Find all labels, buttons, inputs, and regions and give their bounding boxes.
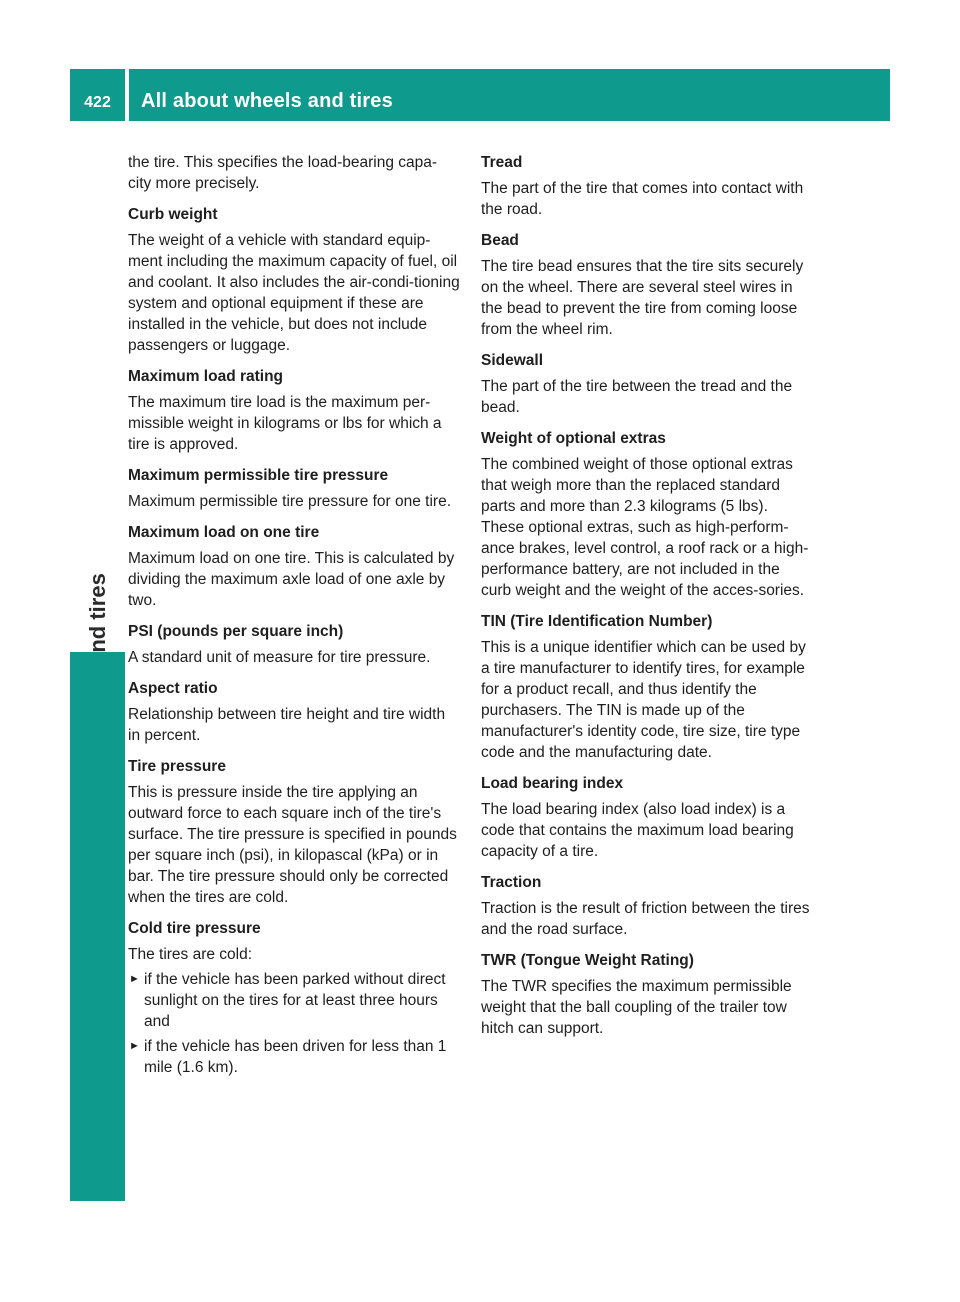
section-body: This is pressure inside the tire applying an outward force to each square inch of the tire's surface. The tire pressure is specified in pounds per square inch (psi), in kilopascal (kPa) or in bar. The tire pressure should only be corrected when the tires are cold. [128,784,457,906]
section-body: Traction is the result of friction between the tires and the road surface. [481,900,810,938]
section-heading: TWR (Tongue Weight Rating) [481,952,694,969]
section-body: The part of the tire between the tread and the bead. [481,378,793,416]
page-title: All about wheels and tires [141,90,393,112]
page-header [70,69,890,121]
page-number: 422 [84,94,111,111]
bullet-list [128,969,460,1078]
section-body: The TWR specifies the maximum permissible weight that the ball coupling of the trailer tow hitch can support. [481,978,792,1037]
section-body: The tire bead ensures that the tire sits securely on the wheel. There are several steel wires in the bead to prevent the tire from coming loose from the wheel rim. [481,258,804,338]
section-heading: Tire pressure [128,758,226,775]
section-heading: Bead [481,232,519,249]
section-body: The maximum tire load is the maximum per-missible weight in kilograms or lbs for which a tire is approved. [128,394,442,453]
section-heading: Cold tire pressure [128,920,261,937]
section-body: Maximum permissible tire pressure for one tire. [128,493,452,510]
section-body: The combined weight of those optional extras that weigh more than the replaced standard parts and more than 2.3 kilograms (5 lbs). These optional extras, such as high-perform-ance brakes, level control, a roof rack or a high-performance battery, are not included in the curb weight and the weight of the acces-sories. [481,456,809,599]
chapter-label-wrap [70,140,125,625]
bullet-icon: ► [129,973,140,985]
chapter-side-tab [70,140,125,1240]
list-item [128,1036,460,1078]
section-body: The load bearing index (also load index) is a code that contains the maximum load bearing capacity of a tire. [481,801,794,860]
section-heading: Tread [481,154,523,171]
section-heading: Traction [481,874,542,891]
bullet-text: if the vehicle has been driven for less than 1 mile (1.6 km). [144,1038,447,1076]
chapter-color-block [70,652,125,1201]
section-body: Maximum load on one tire. This is calculated by dividing the maximum axle load of one axle by two. [128,550,455,609]
list-item [128,969,460,1032]
section-body: The part of the tire that comes into contact with the road. [481,180,804,218]
section-heading: Sidewall [481,352,544,369]
page-number-box [70,69,125,121]
section-heading: Weight of optional extras [481,430,666,447]
header-title-box [129,69,890,121]
section-body: Relationship between tire height and tire width in percent. [128,706,446,744]
intro-paragraph: the tire. This specifies the load-bearing capa-city more precisely. [128,154,438,192]
bullet-text: if the vehicle has been parked without direct sunlight on the tires for at least three hours and [144,971,446,1030]
bullet-icon: ► [129,1040,140,1052]
section-heading: Load bearing index [481,775,624,792]
right-column [481,152,813,1049]
section-heading: PSI (pounds per square inch) [128,623,344,640]
section-heading: Aspect ratio [128,680,218,697]
section-body: This is a unique identifier which can be used by a tire manufacturer to identify tires, for example for a product recall, and thus identify the purchasers. The TIN is made up of the manufacturer's identity code, tire size, tire type code and the manufacturing date. [481,639,806,761]
section-heading: Curb weight [128,206,218,223]
section-heading: TIN (Tire Identification Number) [481,613,713,630]
section-heading: Maximum load rating [128,368,284,385]
left-column [128,152,460,1082]
section-body: The tires are cold: [128,946,253,963]
section-heading: Maximum load on one tire [128,524,320,541]
section-heading: Maximum permissible tire pressure [128,467,389,484]
section-body: A standard unit of measure for tire pressure. [128,649,431,666]
section-body: The weight of a vehicle with standard equip-ment including the maximum capacity of fuel, oil and coolant. It also includes the air-condi-tioning system and optional equipment if these are installed in the vehicle, but does not include passengers or luggage. [128,232,460,354]
